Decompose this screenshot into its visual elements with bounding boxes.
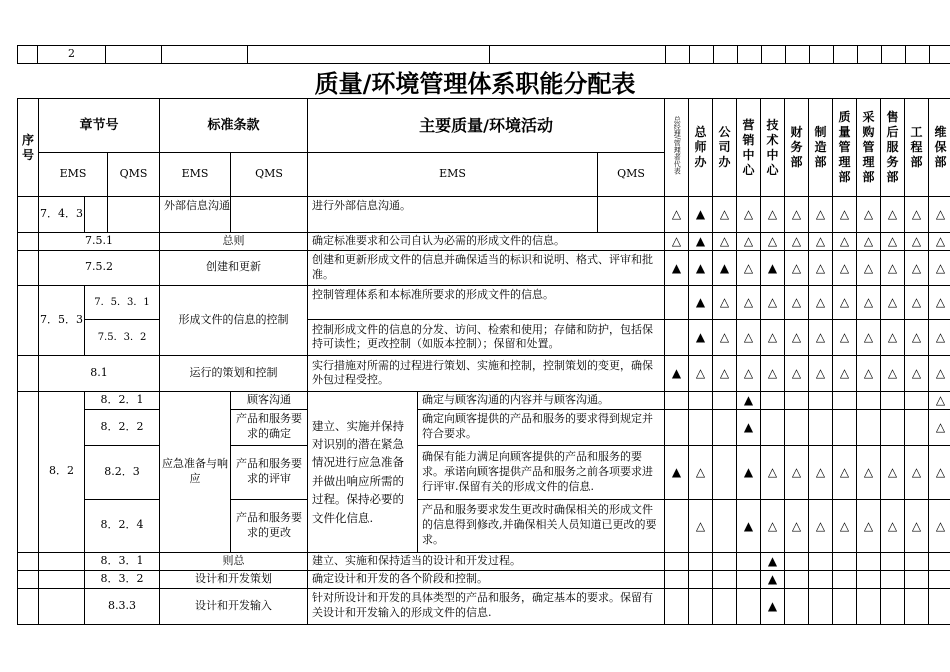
- filled-triangle-icon: ▲: [689, 250, 713, 285]
- activity-cell: 确定向顾客提供的产品和服务的要求得到规定并符合要求。: [418, 409, 665, 445]
- table-row: [18, 588, 950, 624]
- filled-triangle-icon: ▲: [761, 552, 785, 570]
- qms-clause-cell: 顾客沟通: [231, 391, 308, 409]
- hollow-triangle-icon: △: [929, 285, 950, 319]
- filled-triangle-icon: ▲: [737, 409, 761, 445]
- top-strip: [17, 45, 950, 64]
- empty-mark-cell: [665, 499, 689, 552]
- empty-mark-cell: [905, 570, 929, 588]
- empty-mark-cell: [809, 409, 833, 445]
- hollow-triangle-icon: △: [737, 233, 761, 251]
- filled-triangle-icon: ▲: [665, 250, 689, 285]
- empty-mark-cell: [737, 570, 761, 588]
- hollow-triangle-icon: △: [857, 285, 881, 319]
- page-title: 质量/环境管理体系职能分配表: [314, 70, 636, 98]
- empty-mark-cell: [905, 588, 929, 624]
- hollow-triangle-icon: △: [785, 250, 809, 285]
- empty-mark-cell: [785, 391, 809, 409]
- qms-clause-cell: 产品和服务要求的更改: [231, 499, 308, 552]
- empty-mark-cell: [905, 391, 929, 409]
- table-row: [18, 499, 950, 552]
- hollow-triangle-icon: △: [833, 285, 857, 319]
- hollow-triangle-icon: △: [905, 319, 929, 355]
- hollow-triangle-icon: △: [857, 355, 881, 391]
- filled-triangle-icon: ▲: [689, 233, 713, 251]
- empty-mark-cell: [665, 391, 689, 409]
- hollow-triangle-icon: △: [809, 250, 833, 285]
- empty-mark-cell: [713, 445, 737, 499]
- hollow-triangle-icon: △: [905, 445, 929, 499]
- table-row: [18, 445, 950, 499]
- filled-triangle-icon: ▲: [737, 499, 761, 552]
- hollow-triangle-icon: △: [761, 499, 785, 552]
- qms-clause-cell: 产品和服务要求的确定: [231, 409, 308, 445]
- hollow-triangle-icon: △: [785, 233, 809, 251]
- hollow-triangle-icon: △: [929, 233, 950, 251]
- hollow-triangle-icon: △: [737, 355, 761, 391]
- hollow-triangle-icon: △: [809, 445, 833, 499]
- header-rotated-dept: 总经理/管理者代表: [665, 99, 689, 197]
- header-dept-4: 财务部: [785, 99, 809, 197]
- qms-clause-cell: 产品和服务要求的评审: [231, 445, 308, 499]
- activity-cell: 进行外部信息沟通。: [308, 197, 598, 233]
- filled-triangle-icon: ▲: [689, 285, 713, 319]
- header-dept-9: 工程部: [905, 99, 929, 197]
- activity-cell: 确保有能力满足向顾客提供的产品和服务的要求。承诺向顾客提供产品和服务之前各项要求进行评审.保留有关的形成文件的信息.: [418, 445, 665, 499]
- subclause-cell: 8．3．2: [85, 570, 160, 588]
- hollow-triangle-icon: △: [761, 445, 785, 499]
- activity-cell: 产品和服务要求发生更改时确保相关的形成文件的信息得到修改,并确保相关人员知道已更改的要求。: [418, 499, 665, 552]
- header-dept-1: 公司办: [713, 99, 737, 197]
- empty-mark-cell: [881, 391, 905, 409]
- hollow-triangle-icon: △: [665, 197, 689, 233]
- empty-mark-cell: [881, 588, 905, 624]
- empty-mark-cell: [857, 570, 881, 588]
- hollow-triangle-icon: △: [905, 250, 929, 285]
- hollow-triangle-icon: △: [689, 445, 713, 499]
- hollow-triangle-icon: △: [881, 355, 905, 391]
- table-row: [18, 570, 950, 588]
- empty-mark-cell: [833, 409, 857, 445]
- header-dept-8: 售后服务部: [881, 99, 905, 197]
- hollow-triangle-icon: △: [833, 197, 857, 233]
- table-row: [18, 285, 950, 319]
- subclause-cell: 7.5．3．2: [85, 319, 160, 355]
- empty-mark-cell: [857, 409, 881, 445]
- hollow-triangle-icon: △: [809, 499, 833, 552]
- header-clause-qms: QMS: [231, 153, 308, 197]
- header-dept-3: 技术中心: [761, 99, 785, 197]
- subclause-cell: 8．2．4: [85, 499, 160, 552]
- header-dept-0: 总师办: [689, 99, 713, 197]
- activity-cell: 确定与顾客沟通的内容并与顾客沟通。: [418, 391, 665, 409]
- filled-triangle-icon: ▲: [737, 391, 761, 409]
- table-row: [18, 355, 950, 391]
- header-dept-5: 制造部: [809, 99, 833, 197]
- filled-triangle-icon: ▲: [689, 319, 713, 355]
- empty-mark-cell: [929, 588, 950, 624]
- ems-activity-cell: 建立、实施并保持对识别的潜在紧急情况进行应急准备并做出响应所需的过程。保持必要的文件化信息.: [308, 391, 418, 552]
- clause-cell: 则总: [160, 552, 308, 570]
- hollow-triangle-icon: △: [809, 233, 833, 251]
- hollow-triangle-icon: △: [881, 499, 905, 552]
- empty-mark-cell: [905, 552, 929, 570]
- table-row: [18, 319, 950, 355]
- hollow-triangle-icon: △: [833, 319, 857, 355]
- hollow-triangle-icon: △: [785, 355, 809, 391]
- empty-mark-cell: [713, 588, 737, 624]
- chapter-cell: 7.5.1: [39, 233, 160, 251]
- clause-cell: 外部信息沟通: [160, 197, 231, 233]
- empty-mark-cell: [881, 570, 905, 588]
- hollow-triangle-icon: △: [905, 197, 929, 233]
- hollow-triangle-icon: △: [665, 233, 689, 251]
- hollow-triangle-icon: △: [857, 197, 881, 233]
- header-dept-10: 维保部: [929, 99, 950, 197]
- hollow-triangle-icon: △: [929, 250, 950, 285]
- empty-mark-cell: [857, 552, 881, 570]
- empty-mark-cell: [665, 285, 689, 319]
- empty-mark-cell: [689, 409, 713, 445]
- empty-mark-cell: [713, 570, 737, 588]
- empty-mark-cell: [665, 588, 689, 624]
- header-dept-2: 营销中心: [737, 99, 761, 197]
- empty-mark-cell: [785, 409, 809, 445]
- header-dept-6: 质量管理部: [833, 99, 857, 197]
- empty-mark-cell: [665, 552, 689, 570]
- hollow-triangle-icon: △: [785, 499, 809, 552]
- empty-mark-cell: [857, 588, 881, 624]
- hollow-triangle-icon: △: [761, 355, 785, 391]
- empty-mark-cell: [713, 552, 737, 570]
- hollow-triangle-icon: △: [761, 233, 785, 251]
- hollow-triangle-icon: △: [905, 499, 929, 552]
- empty-mark-cell: [785, 570, 809, 588]
- hollow-triangle-icon: △: [785, 319, 809, 355]
- filled-triangle-icon: ▲: [689, 197, 713, 233]
- hollow-triangle-icon: △: [833, 499, 857, 552]
- hollow-triangle-icon: △: [737, 197, 761, 233]
- hollow-triangle-icon: △: [905, 233, 929, 251]
- header-clause-ems: EMS: [160, 153, 231, 197]
- hollow-triangle-icon: △: [713, 197, 737, 233]
- empty-mark-cell: [665, 409, 689, 445]
- empty-mark-cell: [809, 588, 833, 624]
- hollow-triangle-icon: △: [833, 250, 857, 285]
- activity-cell: 建立、实施和保持适当的设计和开发过程。: [308, 552, 665, 570]
- hollow-triangle-icon: △: [881, 319, 905, 355]
- hollow-triangle-icon: △: [833, 355, 857, 391]
- filled-triangle-icon: ▲: [665, 355, 689, 391]
- subclause-cell: 8．3．1: [85, 552, 160, 570]
- header-seq: 序号: [18, 99, 39, 197]
- hollow-triangle-icon: △: [833, 445, 857, 499]
- header-chapter-qms: QMS: [108, 153, 160, 197]
- subclause-cell: 8．2．1: [85, 391, 160, 409]
- hollow-triangle-icon: △: [689, 499, 713, 552]
- hollow-triangle-icon: △: [713, 233, 737, 251]
- hollow-triangle-icon: △: [881, 285, 905, 319]
- empty-mark-cell: [809, 552, 833, 570]
- subclause-cell: 8.3.3: [85, 588, 160, 624]
- clause-cell: 设计和开发策划: [160, 570, 308, 588]
- hollow-triangle-icon: △: [689, 355, 713, 391]
- hollow-triangle-icon: △: [929, 499, 950, 552]
- hollow-triangle-icon: △: [857, 250, 881, 285]
- activity-cell: 确定标准要求和公司自认为必需的形成文件的信息。: [308, 233, 665, 251]
- activity-cell: 实行措施对所需的过程进行策划、实施和控制，控制策划的变更，确保外包过程受控。: [308, 355, 665, 391]
- clause-cell: 形成文件的信息的控制: [160, 285, 308, 355]
- hollow-triangle-icon: △: [857, 499, 881, 552]
- hollow-triangle-icon: △: [905, 285, 929, 319]
- header-dept-7: 采购管理部: [857, 99, 881, 197]
- activity-cell: 创建和更新形成文件的信息并确保适当的标识和说明、格式、评审和批准。: [308, 250, 665, 285]
- clause-cell: 创建和更新: [160, 250, 308, 285]
- empty-mark-cell: [785, 588, 809, 624]
- empty-mark-cell: [737, 588, 761, 624]
- table-row: [18, 197, 950, 233]
- table-row: [18, 233, 950, 251]
- empty-mark-cell: [713, 391, 737, 409]
- hollow-triangle-icon: △: [833, 233, 857, 251]
- table-row: [18, 391, 950, 409]
- hollow-triangle-icon: △: [713, 285, 737, 319]
- filled-triangle-icon: ▲: [761, 250, 785, 285]
- header-activity: 主要质量/环境活动: [308, 99, 665, 153]
- hollow-triangle-icon: △: [713, 355, 737, 391]
- hollow-triangle-icon: △: [761, 285, 785, 319]
- empty-mark-cell: [665, 570, 689, 588]
- hollow-triangle-icon: △: [761, 319, 785, 355]
- table-row: [18, 250, 950, 285]
- empty-mark-cell: [689, 391, 713, 409]
- chapter-cell: 7．5．3: [39, 285, 85, 355]
- hollow-triangle-icon: △: [785, 445, 809, 499]
- header-chapter-ems: EMS: [39, 153, 108, 197]
- header-clause: 标准条款: [160, 99, 308, 153]
- hollow-triangle-icon: △: [881, 445, 905, 499]
- empty-mark-cell: [761, 409, 785, 445]
- chapter-cell: 7．4．3: [39, 197, 85, 233]
- empty-mark-cell: [713, 499, 737, 552]
- hollow-triangle-icon: △: [809, 355, 833, 391]
- subclause-cell: 8.2．3: [85, 445, 160, 499]
- chapter-cell: 8.1: [39, 355, 160, 391]
- empty-mark-cell: [833, 391, 857, 409]
- empty-mark-cell: [833, 570, 857, 588]
- activity-cell: 确定设计和开发的各个阶段和控制。: [308, 570, 665, 588]
- filled-triangle-icon: ▲: [713, 250, 737, 285]
- function-table: [17, 98, 950, 625]
- hollow-triangle-icon: △: [929, 197, 950, 233]
- hollow-triangle-icon: △: [809, 197, 833, 233]
- hollow-triangle-icon: △: [809, 285, 833, 319]
- empty-mark-cell: [833, 552, 857, 570]
- filled-triangle-icon: ▲: [665, 445, 689, 499]
- hollow-triangle-icon: △: [713, 319, 737, 355]
- chapter-cell: 7.5.2: [39, 250, 160, 285]
- empty-mark-cell: [857, 391, 881, 409]
- hollow-triangle-icon: △: [905, 355, 929, 391]
- hollow-triangle-icon: △: [929, 319, 950, 355]
- empty-mark-cell: [929, 570, 950, 588]
- empty-mark-cell: [929, 552, 950, 570]
- hollow-triangle-icon: △: [761, 197, 785, 233]
- empty-mark-cell: [881, 552, 905, 570]
- empty-mark-cell: [809, 570, 833, 588]
- activity-cell: 控制管理体系和本标准所要求的形成文件的信息。: [308, 285, 665, 319]
- hollow-triangle-icon: △: [857, 445, 881, 499]
- hollow-triangle-icon: △: [737, 285, 761, 319]
- top-strip-number: 2: [38, 46, 106, 64]
- header-activity-qms: QMS: [598, 153, 665, 197]
- hollow-triangle-icon: △: [809, 319, 833, 355]
- hollow-triangle-icon: △: [881, 197, 905, 233]
- hollow-triangle-icon: △: [857, 233, 881, 251]
- clause-cell: 总则: [160, 233, 308, 251]
- empty-mark-cell: [689, 570, 713, 588]
- filled-triangle-icon: ▲: [761, 588, 785, 624]
- hollow-triangle-icon: △: [929, 409, 950, 445]
- filled-triangle-icon: ▲: [761, 570, 785, 588]
- header-chapter: 章节号: [39, 99, 160, 153]
- hollow-triangle-icon: △: [857, 319, 881, 355]
- subclause-cell: 7．5．3．1: [85, 285, 160, 319]
- empty-mark-cell: [881, 409, 905, 445]
- empty-mark-cell: [761, 391, 785, 409]
- table-row: [18, 552, 950, 570]
- empty-mark-cell: [785, 552, 809, 570]
- hollow-triangle-icon: △: [737, 250, 761, 285]
- header-activity-ems: EMS: [308, 153, 598, 197]
- filled-triangle-icon: ▲: [737, 445, 761, 499]
- hollow-triangle-icon: △: [737, 319, 761, 355]
- subclause-cell: 8．2．2: [85, 409, 160, 445]
- hollow-triangle-icon: △: [929, 445, 950, 499]
- activity-cell: 针对所设计和开发的具体类型的产品和服务，确定基本的要求。保留有关设计和开发输入的形成文件的信息.: [308, 588, 665, 624]
- empty-mark-cell: [737, 552, 761, 570]
- hollow-triangle-icon: △: [881, 250, 905, 285]
- empty-mark-cell: [689, 588, 713, 624]
- clause-cell: 应急准备与响应: [160, 391, 231, 552]
- hollow-triangle-icon: △: [785, 285, 809, 319]
- empty-mark-cell: [713, 409, 737, 445]
- hollow-triangle-icon: △: [929, 355, 950, 391]
- empty-mark-cell: [689, 552, 713, 570]
- hollow-triangle-icon: △: [881, 233, 905, 251]
- clause-cell: 运行的策划和控制: [160, 355, 308, 391]
- hollow-triangle-icon: △: [929, 391, 950, 409]
- empty-mark-cell: [833, 588, 857, 624]
- hollow-triangle-icon: △: [785, 197, 809, 233]
- clause-cell: 设计和开发输入: [160, 588, 308, 624]
- activity-cell: 控制形成文件的信息的分发、访问、检索和使用；存储和防护，包括保持可读性；更改控制（如版本控制）；保留和处置。: [308, 319, 665, 355]
- empty-mark-cell: [809, 391, 833, 409]
- chapter-cell: 8．2: [39, 391, 85, 552]
- table-row: [18, 409, 950, 445]
- empty-mark-cell: [905, 409, 929, 445]
- empty-mark-cell: [665, 319, 689, 355]
